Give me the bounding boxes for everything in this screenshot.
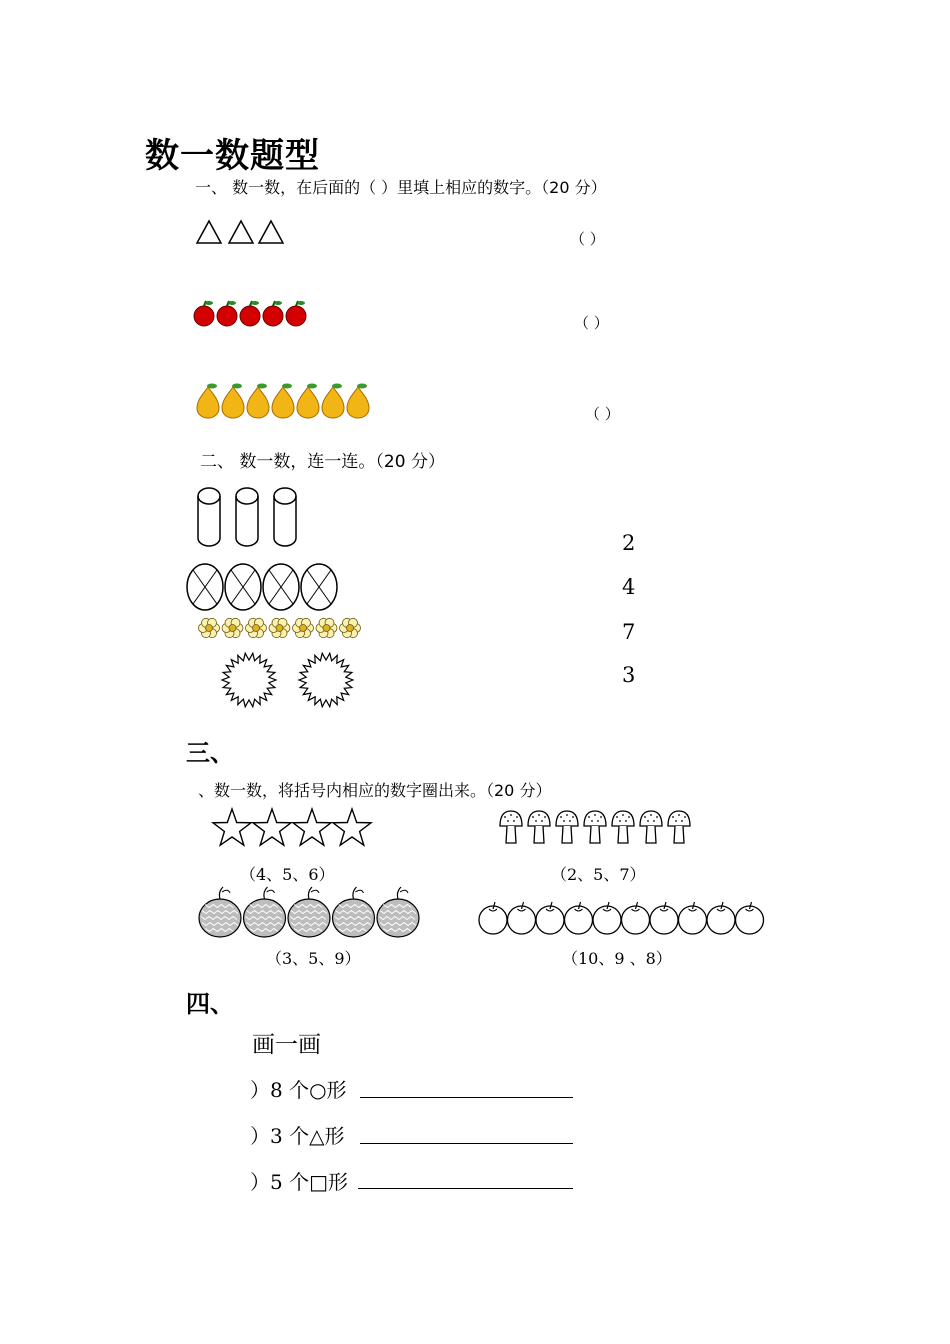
flower-icon	[293, 618, 314, 637]
options-fruits[interactable]: （10、9 、8）	[562, 949, 672, 968]
pear-icon	[347, 384, 369, 419]
starburst-shape	[222, 653, 276, 706]
draw-row-circles: ）8 个○形	[250, 1078, 347, 1102]
options-mushrooms[interactable]: （2、5、7）	[551, 865, 646, 884]
apple-icon	[217, 301, 237, 326]
star-shape	[253, 809, 291, 845]
stars-group	[212, 808, 377, 848]
section4-subtitle: 画一画	[252, 1032, 321, 1058]
watermelon-icon	[288, 887, 330, 937]
crossed-circle-shape	[187, 564, 223, 610]
match-number-3[interactable]: 7	[622, 620, 636, 644]
flower-icon	[269, 618, 290, 637]
star-shape	[333, 809, 371, 845]
watermelons-group	[198, 884, 423, 940]
flower-icon	[246, 618, 267, 637]
page-title: 数一数题型	[145, 136, 320, 176]
watermelon-icon	[199, 887, 241, 937]
pear-icon	[272, 384, 294, 419]
cylinder-shape	[274, 488, 296, 546]
round-fruit-icon	[565, 902, 593, 934]
mushroom-icon	[668, 811, 690, 843]
fruits-group	[477, 898, 757, 938]
mushroom-icon	[584, 811, 606, 843]
pear-icon	[322, 384, 344, 419]
pear-icon	[197, 384, 219, 419]
crossed-circle-shape	[225, 564, 261, 610]
mushroom-icon	[612, 811, 634, 843]
pear-icon	[222, 384, 244, 419]
match-number-2[interactable]: 4	[622, 575, 636, 599]
section3-instruction: 、数一数，将括号内相应的数字圈出来。（20 分）	[198, 781, 552, 800]
draw-line-triangles[interactable]	[360, 1143, 573, 1144]
answer-blank-2[interactable]: （ ）	[574, 314, 609, 332]
flowers-group	[198, 616, 368, 642]
round-fruit-icon	[479, 902, 507, 934]
apple-icon	[263, 301, 283, 326]
round-fruit-icon	[593, 902, 621, 934]
pear-icon	[297, 384, 319, 419]
cylinder-shape	[236, 488, 258, 546]
options-watermelons[interactable]: （3、5、9）	[266, 949, 361, 968]
flower-icon	[199, 618, 220, 637]
draw-line-squares[interactable]	[358, 1188, 573, 1189]
match-number-4[interactable]: 3	[622, 663, 636, 687]
answer-blank-1[interactable]: （ ）	[570, 230, 605, 248]
draw-row-squares: ）5 个□形	[250, 1170, 348, 1194]
flower-icon	[316, 618, 337, 637]
watermelon-icon	[333, 887, 375, 937]
round-fruit-icon	[536, 902, 564, 934]
flower-icon	[340, 618, 361, 637]
pear-icon	[247, 384, 269, 419]
crossed-circle-shape	[263, 564, 299, 610]
draw-line-circles[interactable]	[360, 1097, 573, 1098]
cylinders-group	[196, 486, 306, 550]
watermelon-icon	[377, 887, 419, 937]
apple-icon	[240, 301, 260, 326]
mushroom-icon	[556, 811, 578, 843]
round-fruit-icon	[508, 902, 536, 934]
section2-instruction: 二、 数一数，连一连。（20 分）	[200, 452, 445, 472]
match-number-1[interactable]: 2	[622, 531, 636, 555]
triangles-group	[195, 218, 295, 246]
starbursts-group	[222, 652, 362, 710]
flower-icon	[222, 618, 243, 637]
answer-blank-3[interactable]: （ ）	[585, 405, 620, 423]
round-fruit-icon	[650, 902, 678, 934]
watermelon-icon	[244, 887, 286, 937]
apple-icon	[286, 301, 306, 326]
round-fruit-icon	[736, 902, 764, 934]
mushroom-icon	[640, 811, 662, 843]
round-fruit-icon	[679, 902, 707, 934]
section1-instruction: 一、 数一数，在后面的（ ）里填上相应的数字。（20 分）	[195, 178, 607, 197]
mushrooms-group	[498, 810, 698, 846]
apples-group	[192, 300, 312, 330]
triangle-shape	[197, 221, 221, 243]
triangle-shape	[259, 221, 283, 243]
section4-heading: 四、	[186, 990, 234, 1018]
draw-row-triangles: ）3 个△形	[250, 1124, 345, 1148]
round-fruit-icon	[707, 902, 735, 934]
star-shape	[293, 809, 331, 845]
starburst-shape	[299, 653, 353, 706]
round-fruit-icon	[622, 902, 650, 934]
options-stars[interactable]: （4、5、6）	[240, 865, 335, 884]
star-shape	[213, 809, 251, 845]
section3-heading: 三、	[186, 739, 234, 767]
mushroom-icon	[500, 811, 522, 843]
apple-icon	[194, 301, 214, 326]
crossed-circles-group	[186, 563, 346, 613]
crossed-circle-shape	[301, 564, 337, 610]
triangle-shape	[229, 221, 253, 243]
cylinder-shape	[198, 488, 220, 546]
pears-group	[195, 382, 375, 420]
mushroom-icon	[528, 811, 550, 843]
